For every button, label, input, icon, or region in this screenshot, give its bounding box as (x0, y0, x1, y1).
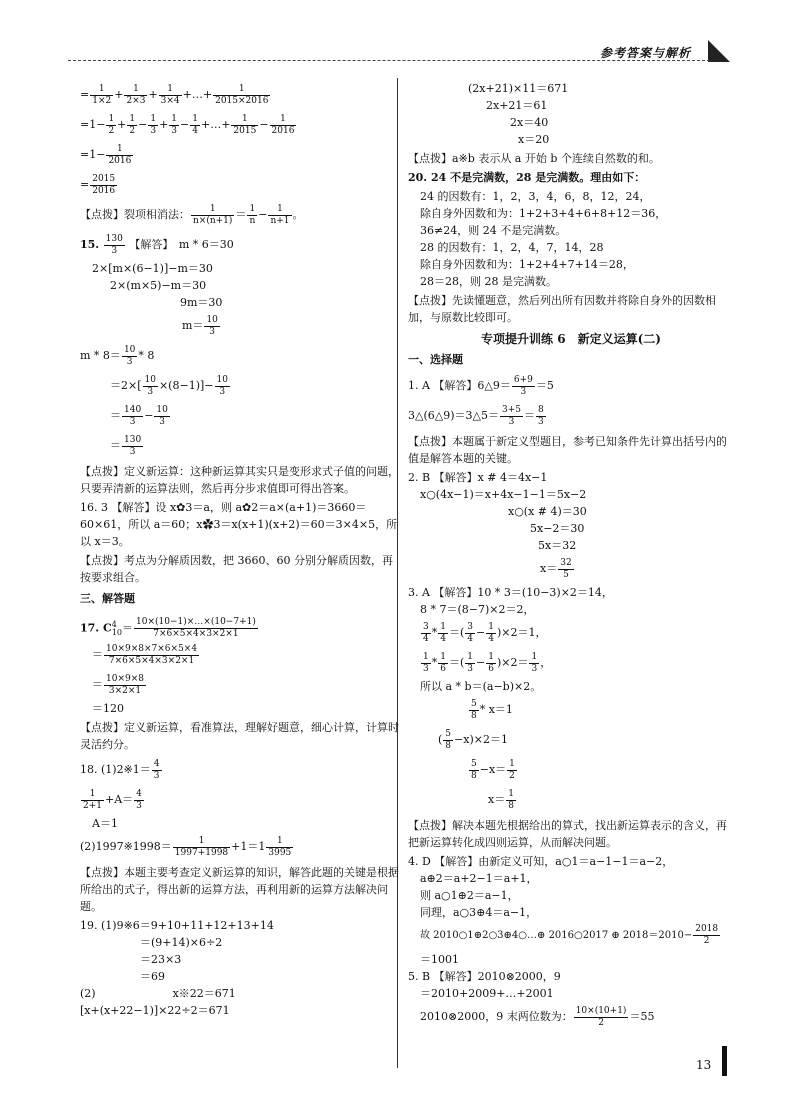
tip: 【点拨】定义新运算：这种新运算其实只是变形求式子值的问题，只要弄清新的运算法则，然后再分步求值即可得出答案。 (80, 465, 399, 495)
numerator: 1 (531, 651, 538, 662)
eq-line: $\frac{5}{8}$ −x＝ $\frac{1}{2}$ (471, 758, 515, 781)
fraction (90, 84, 113, 107)
page-bar (722, 1046, 727, 1076)
denominator: n (249, 215, 256, 226)
answer-2: 2. B 【解答】x # 4＝4x−1 (408, 471, 548, 484)
fraction (529, 652, 539, 675)
eq-line: $\frac{3}{4}$ * $\frac{1}{4}$ ＝( $\frac{3}{4}$ − $\frac{1}{4}$ )×2＝1， (423, 621, 547, 644)
denominator: 2015 (233, 125, 257, 136)
fraction (104, 644, 199, 667)
numerator: 1 (270, 114, 297, 126)
denominator: 3 (111, 245, 118, 256)
question-19: 19. (1)9※6＝9+10+11+12+13+14 (80, 919, 274, 932)
denominator: 3 (171, 125, 178, 136)
denominator: 2 (598, 1017, 604, 1028)
numerator: 1 (268, 204, 291, 216)
fraction (215, 375, 230, 398)
denominator: 7×6×5×4×3×2×1 (153, 629, 239, 640)
eq-line: 故 2010○1⊕2○3⊕4○…⊕ 2016○2017 ⊕ 2018＝2010− $\frac{2018}{2}$ (420, 924, 719, 946)
denominator: 3 (150, 125, 157, 136)
denominator: 4 (440, 633, 446, 644)
question-16: 16. 3 【解答】设 x✿3＝a，则 a✿2＝a×(a+1)＝3660＝60×61，所以 a＝60；x✿3＝x(x+1)(x+2)＝60＝3×4×5，所以 x＝3。 (80, 501, 398, 548)
denominator: 3 (520, 386, 527, 397)
denominator: 4 (423, 633, 429, 644)
numerator: 1 (508, 788, 514, 799)
eq-line: ＝120 (92, 702, 124, 715)
fraction (152, 759, 162, 782)
eq-line: 2010⊗2000，9 末两位数为： $\frac{10\times(10+1)}{2}$ ＝55 (420, 1005, 655, 1028)
fraction (159, 84, 182, 107)
denominator: 1×2 (92, 95, 112, 106)
eq-line: 5x−2＝30 (530, 522, 585, 535)
denominator: 2015×2016 (215, 95, 269, 106)
fraction (191, 204, 234, 227)
numerator: 1 (423, 651, 429, 662)
numerator: 1 (192, 113, 198, 124)
numerator: 3 (467, 621, 473, 632)
eq-line: ＝ $\frac{10\times 9\times 8\times 7\times 6\times 5\times 4}{7\times 6\times 5\times 4\times 3\times 2\times 1}$ (92, 643, 198, 666)
numerator: 1 (150, 113, 157, 124)
numerator: 1 (171, 113, 178, 124)
denominator: 3 (467, 663, 473, 674)
eq-line: ＝(9+14)×6÷2 (140, 936, 223, 949)
denominator: 3 (423, 663, 429, 674)
fraction (143, 375, 158, 398)
fraction (106, 144, 133, 167)
fraction (506, 789, 516, 812)
denominator: n+1 (270, 215, 290, 226)
denominator: 3 (136, 800, 142, 811)
fraction (536, 405, 546, 428)
eq-line: ＝ $\frac{10\times 9\times 8}{3\times 2\times 1}$ (92, 673, 144, 696)
denominator: 4 (192, 125, 198, 136)
denominator: 3 (129, 416, 136, 427)
eq-line: 同理，a○3⊕4＝a−1， (420, 906, 538, 919)
numerator: 8 (537, 404, 544, 415)
numerator: 1 (231, 114, 258, 126)
eq-line: (2x+21)×11＝671 (468, 82, 569, 95)
fraction (134, 789, 144, 812)
fraction (486, 622, 496, 645)
fraction (486, 652, 496, 675)
fraction (465, 652, 475, 675)
numerator: 1 (173, 836, 230, 848)
answer-4: 4. D 【解答】由新定义可知，a○1＝a−1−1＝a−2， (408, 855, 674, 868)
numerator: 4 (136, 788, 142, 799)
numerator: 32 (560, 557, 572, 568)
eq-line: x○(4x−1)＝x+4x−1−1＝5x−2 (420, 488, 587, 501)
numerator: 2015 (92, 173, 116, 184)
numerator: 1 (124, 84, 147, 96)
numerator: 10 (123, 344, 136, 355)
eq-line: 则 a○1⊕2＝a−1， (420, 889, 519, 902)
denominator: 2 (509, 770, 515, 781)
numerator: 1 (247, 204, 257, 216)
numerator: 10 (206, 314, 218, 325)
numerator: 1 (213, 84, 270, 96)
eq-line: ＝23×3 (140, 953, 182, 966)
denominator: 2×3 (126, 95, 146, 106)
fraction (81, 789, 104, 812)
numerator: 1 (488, 651, 494, 662)
denominator: 4 (467, 633, 473, 644)
denominator: 4 (488, 633, 494, 644)
numerator: 1 (509, 758, 515, 769)
numerator: 3 (423, 621, 429, 632)
eq-line: m＝ $\frac{10}{3}$ (182, 314, 218, 337)
fraction (204, 315, 219, 338)
numerator: 1 (106, 144, 133, 156)
eq-line: =1− $\frac{1}{2}$ + $\frac{1}{2}$ − $\frac{1}{3}$ + $\frac{1}{3}$ − $\frac{1}{4}$ +…+ $\frac{1}{2015}$ − $\frac{1}{2016}$ (80, 113, 295, 136)
fraction (438, 622, 448, 645)
denominator: 1997+1998 (174, 847, 229, 858)
fraction (190, 114, 200, 137)
denominator: n×(n+1) (193, 215, 233, 226)
numerator: 1 (108, 113, 115, 124)
numerator: 1 (440, 651, 446, 662)
left-column (80, 80, 400, 1019)
denominator: 3 (537, 416, 544, 427)
fraction (512, 375, 535, 398)
numerator: 2018 (695, 924, 719, 934)
denominator: 8 (471, 710, 477, 721)
fraction (469, 759, 479, 782)
numerator: 130 (105, 233, 123, 244)
denominator: 2 (129, 125, 136, 136)
denominator: 8 (445, 740, 452, 751)
tip: 【点拨】先读懂题意，然后列出所有因数并将除自身外的因数相加，与原数比较即可。 (408, 294, 716, 324)
denominator: 8 (508, 800, 514, 811)
denominator: 2016 (271, 125, 295, 136)
numerator: 1 (159, 84, 182, 96)
eq-line: x○(x # 4)＝30 (508, 505, 587, 518)
numerator: 1 (191, 204, 234, 216)
numerator: 10 (156, 404, 168, 415)
denominator: 3×4 (160, 95, 180, 106)
fraction (438, 652, 448, 675)
fraction (443, 729, 453, 752)
answer-1: 1. A 【解答】6△9＝ $\frac{6+9}{3}$ ＝5 (408, 374, 554, 397)
fraction (500, 405, 523, 428)
eq-line: ＝1001 (420, 953, 459, 966)
numerator: 140 (124, 404, 142, 415)
eq-line: (2) x※22＝671 (80, 987, 236, 1000)
fraction (104, 674, 146, 697)
numerator: 5 (471, 698, 477, 709)
denominator: 2+1 (83, 800, 102, 811)
numerator: 1 (129, 113, 136, 124)
numerator: 1 (467, 651, 473, 662)
numerator: 1 (81, 789, 104, 801)
eq-line: 所以 a * b＝(a−b)×2。 (420, 680, 542, 693)
fraction (268, 204, 291, 227)
denominator: 3 (159, 416, 165, 427)
denominator: 2 (703, 936, 710, 946)
eq-line: x＝20 (518, 133, 550, 146)
fraction (169, 114, 179, 137)
denominator: 2016 (108, 155, 132, 166)
fraction (90, 174, 117, 197)
fraction (574, 1006, 629, 1029)
fraction (693, 924, 720, 947)
eq-line: a⊕2＝a+2−1＝a+1， (420, 872, 538, 885)
tip: 【点拨】定义新运算，看准算法，理解好题意，细心计算，计算时灵活约分。 (80, 721, 399, 751)
text-line: 除自身外因数和为：1+2+3+4+6+8+12＝36， (420, 207, 667, 220)
eq-line: ＝2×[ $\frac{10}{3}$ ×(8−1)]− $\frac{10}{3}$ (110, 374, 228, 397)
text-line: 除自身外因数和为：1+2+4+7+14＝28， (420, 258, 634, 271)
section-title: 专项提升训练 6 新定义运算(二) (481, 332, 661, 346)
fraction (247, 204, 257, 227)
eq-line: ＝ $\frac{140}{3}$ − $\frac{10}{3}$ (110, 404, 168, 427)
eq-line: [x+(x+22−1)]×22÷2＝671 (80, 1004, 230, 1017)
numerator: 10 (144, 374, 156, 385)
fraction (173, 836, 230, 859)
fraction (127, 114, 137, 137)
denominator: 2 (108, 125, 115, 136)
text-line: 28 的因数有：1，2，4，7，14，28 (420, 241, 604, 254)
text-line: 24 的因数有：1，2，3，4，6，8，12，24， (420, 190, 651, 203)
fraction (421, 622, 431, 645)
text-line: 36≠24，则 24 不是完满数。 (420, 224, 567, 237)
question-18: 18. (1)2※1＝ $\frac{4}{3}$ (80, 758, 160, 781)
tip: 【点拨】解决本题先根据给出的算式，找出新运算表示的含义，再把新运算转化成四则运算，从而解决问题。 (408, 819, 727, 849)
eq-line: A＝1 (92, 817, 118, 830)
denominator: 3×2×1 (108, 685, 142, 696)
tip: 【点拨】考点为分解质因数，把 3660、60 分别分解质因数，再按要求组合。 (80, 554, 393, 584)
question-20: 20. 24 不是完满数，28 是完满数。理由如下： (408, 171, 646, 184)
eq-line: 3△(6△9)＝3△5＝ $\frac{3+5}{3}$ ＝ $\frac{8}{3}$ (408, 404, 544, 427)
eq-line: ＝69 (140, 970, 165, 983)
numerator: 4 (153, 758, 160, 769)
denominator: 3 (147, 386, 154, 397)
numerator: 10×(10+1) (575, 1005, 627, 1016)
right-column (408, 80, 734, 1032)
eq-line: = $\frac{1}{1\times 2}$ + $\frac{1}{2\times 3}$ + $\frac{1}{3\times 4}$ +…+ $\frac{1}{2015\times 2016}$ (80, 83, 269, 106)
numerator: 3+5 (501, 404, 521, 415)
eq-line: $\frac{5}{8}$ * x＝1 (471, 698, 513, 721)
fraction (124, 84, 147, 107)
eq-line: x＝ $\frac{1}{8}$ (488, 788, 514, 811)
denominator: 7×6×5×4×3×2×1 (108, 655, 195, 666)
denominator: 3 (209, 326, 216, 337)
fraction (122, 345, 137, 368)
fraction (558, 558, 573, 581)
tip: 【点拨】本题主要考查定义新运算的知识，解答此题的关键是根据所给出的式子，得出新的运算方法，再利用新的运算方法解决问题。 (80, 866, 399, 913)
eq-line: 2×[m×(6−1)]−m＝30 (92, 262, 213, 275)
eq-line: (2)1997※1998＝ $\frac{1}{1997+1998}$ +1＝1 $\frac{1}{3995}$ (80, 835, 292, 858)
tip: 【点拨】本题属于新定义型题目，参考已知条件先计算出括号内的值是解答本题的关键。 (408, 435, 727, 465)
denominator: 2016 (92, 185, 116, 196)
eq-line: = $\frac{2015}{2016}$ (80, 173, 116, 196)
fraction (134, 617, 258, 640)
numerator: 1 (488, 621, 494, 632)
numerator: 6+9 (513, 374, 533, 385)
eq-line: $\frac{1}{3}$ * $\frac{1}{6}$ ＝( $\frac{1}{3}$ − $\frac{1}{6}$ )×2＝ $\frac{1}{3}$ ， (423, 651, 552, 674)
numerator: 10 (216, 374, 228, 385)
eq-line: 5x＝32 (538, 539, 577, 552)
eq-line: $\frac{1}{2+1}$ +A＝ $\frac{4}{3}$ (83, 788, 142, 811)
section-heading: 三、解答题 (80, 592, 135, 605)
denominator: 6 (440, 663, 446, 674)
numerator: 5 (471, 758, 477, 769)
page-header (0, 0, 794, 70)
tip: 【点拨】a※b 表示从 a 开始 b 个连续自然数的和。 (408, 152, 660, 165)
fraction (122, 405, 143, 428)
fraction (421, 652, 431, 675)
numerator: 1 (440, 621, 446, 632)
fraction (266, 836, 293, 859)
fraction (148, 114, 158, 137)
eq-line: ＝ $\frac{130}{3}$ (110, 434, 142, 457)
fraction (231, 114, 258, 137)
page-number: 13 (696, 1058, 712, 1072)
fraction (465, 622, 475, 645)
eq-line: ( $\frac{5}{8}$ −x)×2＝1 (438, 728, 508, 751)
eq-line: ＝2010+2009+…+2001 (420, 987, 554, 1000)
numerator: 10×9×8×7×6×5×4 (106, 643, 198, 654)
tip: 【点拨】裂项相消法： $\frac{1}{n\times(n+1)}$ ＝ $\frac{1}{n}$ − $\frac{1}{n+1}$ 。 (80, 203, 304, 226)
denominator: 6 (488, 663, 494, 674)
fraction (106, 114, 116, 137)
numerator: 10×(10−1)×…×(10−7+1) (136, 617, 256, 628)
eq-line: =1− $\frac{1}{2016}$ (80, 143, 132, 166)
denominator: 3995 (268, 847, 292, 858)
fraction (104, 234, 125, 257)
text-line: 28＝28，则 28 是完满数。 (420, 275, 557, 288)
answer-3: 3. A 【解答】10 * 3＝(10−3)×2＝14， (408, 586, 613, 599)
header-rule (68, 60, 710, 61)
header-triangle-icon (708, 40, 730, 62)
question-17: 17. $C^4_{10}=$ $\frac{10\times(10-1)\times\dots\times(10-7+1)}{7\times 6\times 5\times 4\times 3\times 2\times 1}$ (80, 617, 256, 640)
eq-line: 2x＝40 (510, 116, 549, 129)
fraction (270, 114, 297, 137)
answer-5: 5. B 【解答】2010⊗2000，9 (408, 970, 561, 983)
header-title: 参考答案与解析 (600, 46, 692, 60)
fraction (213, 84, 270, 107)
fraction (122, 435, 143, 458)
fraction (469, 699, 479, 722)
denominator: 8 (471, 770, 477, 781)
eq-line: m * 8＝ $\frac{10}{3}$ * 8 (80, 344, 155, 367)
numerator: 10×9×8 (106, 673, 144, 684)
eq-line: 2×(m×5)−m＝30 (110, 279, 207, 292)
denominator: 3 (153, 770, 160, 781)
eq-line: 8 * 7＝(8−7)×2＝2， (420, 603, 535, 616)
numerator: 1 (90, 84, 113, 96)
denominator: 3 (129, 446, 136, 457)
eq-line: 2x+21＝61 (486, 99, 548, 112)
numerator: 5 (445, 728, 452, 739)
section-heading: 一、选择题 (408, 353, 463, 366)
numerator: 130 (124, 434, 142, 445)
denominator: 3 (126, 356, 133, 367)
fraction (507, 759, 517, 782)
eq-line: x＝ $\frac{32}{5}$ (540, 557, 572, 580)
numerator: 1 (266, 836, 293, 848)
denominator: 3 (531, 663, 538, 674)
denominator: 5 (563, 569, 569, 580)
denominator: 3 (219, 386, 226, 397)
denominator: 3 (508, 416, 515, 427)
eq-line: 9m＝30 (180, 296, 223, 309)
question-15: 15. $\frac{130}{3}$ 【解答】 m * 6＝30 (80, 233, 234, 256)
fraction (154, 405, 169, 428)
